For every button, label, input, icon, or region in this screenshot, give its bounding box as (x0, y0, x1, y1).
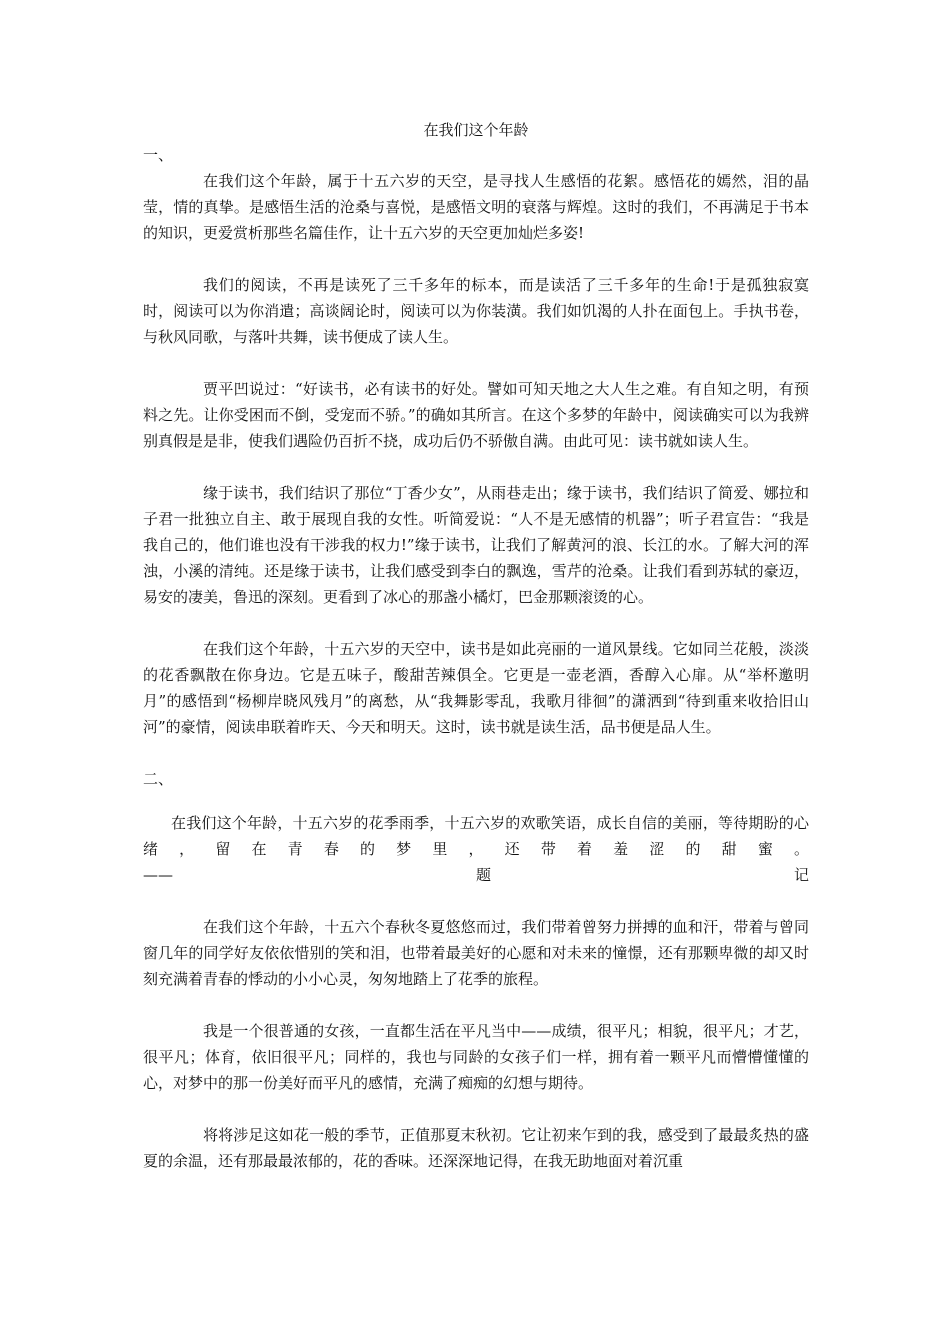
paragraph-1: 在我们这个年龄，属于十五六岁的天空，是寻找人生感悟的花絮。感悟花的嫣然，泪的晶莹，情的真挚。是感悟生活的沧桑与喜悦，是感悟文明的衰落与辉煌。这时的我们，不再满足于书本的知识，更爱赏析那些名篇佳作，让十五六岁的天空更加灿烂多姿! (143, 172, 809, 242)
section-mark-1: 一、 (143, 146, 174, 164)
paragraph-6: 在我们这个年龄，十五六个春秋冬夏悠悠而过，我们带着曾努力拼搏的血和汗，带着与曾同窗几年的同学好友依依惜别的笑和泪，也带着最美好的心愿和对未来的憧憬，还有那颗卑微的却又时刻充满着青春的悸动的小小心灵，匆匆地踏上了花季的旅程。 (143, 918, 809, 988)
section-mark-2: 二、 (143, 770, 174, 788)
section-gap (143, 792, 809, 810)
document-title: 在我们这个年龄 (423, 121, 529, 139)
paragraph-4: 缘于读书，我们结识了那位“丁香少女”，从雨巷走出；缘于读书，我们结识了简爱、娜拉和子君一批独立自主、敢于展现自我的女性。听简爱说：“人不是无感情的机器”；听子君宣告：“我是我自己的，他们谁也没有干涉我的权力!”缘于读书，让我们了解黄河的浪、长江的水。了解大河的浑浊，小溪的清纯。还是缘于读书，让我们感受到李白的飘逸，雪芹的沧桑。让我们看到苏轼的豪迈，易安的凄美，鲁迅的深刻。更看到了冰心的那盏小橘灯，巴金那颗滚烫的心。 (143, 484, 809, 606)
paragraph-2: 我们的阅读，不再是读死了三千多年的标本，而是读活了三千多年的生命!于是孤独寂寞时，阅读可以为你消遣；高谈阔论时，阅读可以为你装潢。我们如饥渴的人扑在面包上。手执书卷，与秋风同歌，与落叶共舞，读书便成了读人生。 (143, 276, 809, 346)
epigraph-text: 在我们这个年龄，十五六岁的花季雨季，十五六岁的欢歌笑语，成长自信的美丽，等待期盼的心绪，留在青春的梦里，还带着羞涩的甜蜜。 (143, 814, 809, 858)
paragraph-5: 在我们这个年龄，十五六岁的天空中，读书是如此亮丽的一道风景线。它如同兰花般，淡淡的花香飘散在你身边。它是五味子，酸甜苦辣俱全。它更是一壶老酒，香醇入心扉。从“举杯邀明月”的感悟到“杨柳岸晓风残月”的离愁，从“我舞影零乱，我歌月徘徊”的潇洒到“待到重来收拾旧山河”的豪情，阅读串联着昨天、今天和明天。这时，读书就是读生活，品书便是品人生。 (143, 640, 809, 736)
paragraph-3: 贾平凹说过：“好读书，必有读书的好处。譬如可知天地之大人生之难。有自知之明，有预料之先。让你受困而不倒，受宠而不骄。”的确如其所言。在这个多梦的年龄中，阅读确实可以为我辨别真假是是非，使我们遇险仍百折不挠，成功后仍不骄傲自满。由此可见：读书就如读人生。 (143, 380, 809, 450)
epigraph (143, 810, 809, 888)
paragraph-8: 将将涉足这如花一般的季节，正值那夏末秋初。它让初来乍到的我，感受到了最最炙热的盛夏的余温，还有那最最浓郁的，花的香味。还深深地记得，在我无助地面对着沉重 (143, 1126, 809, 1170)
paragraph-7: 我是一个很普通的女孩，一直都生活在平凡当中——成绩，很平凡；相貌，很平凡；才艺，很平凡；体育，依旧很平凡；同样的，我也与同龄的女孩子们一样，拥有着一颗平凡而懵懵懂懂的心，对梦中的那一份美好而平凡的感情，充满了痴痴的幻想与期待。 (143, 1022, 809, 1092)
epigraph-signature: ——题记 (143, 866, 809, 884)
document-page (143, 117, 809, 1200)
